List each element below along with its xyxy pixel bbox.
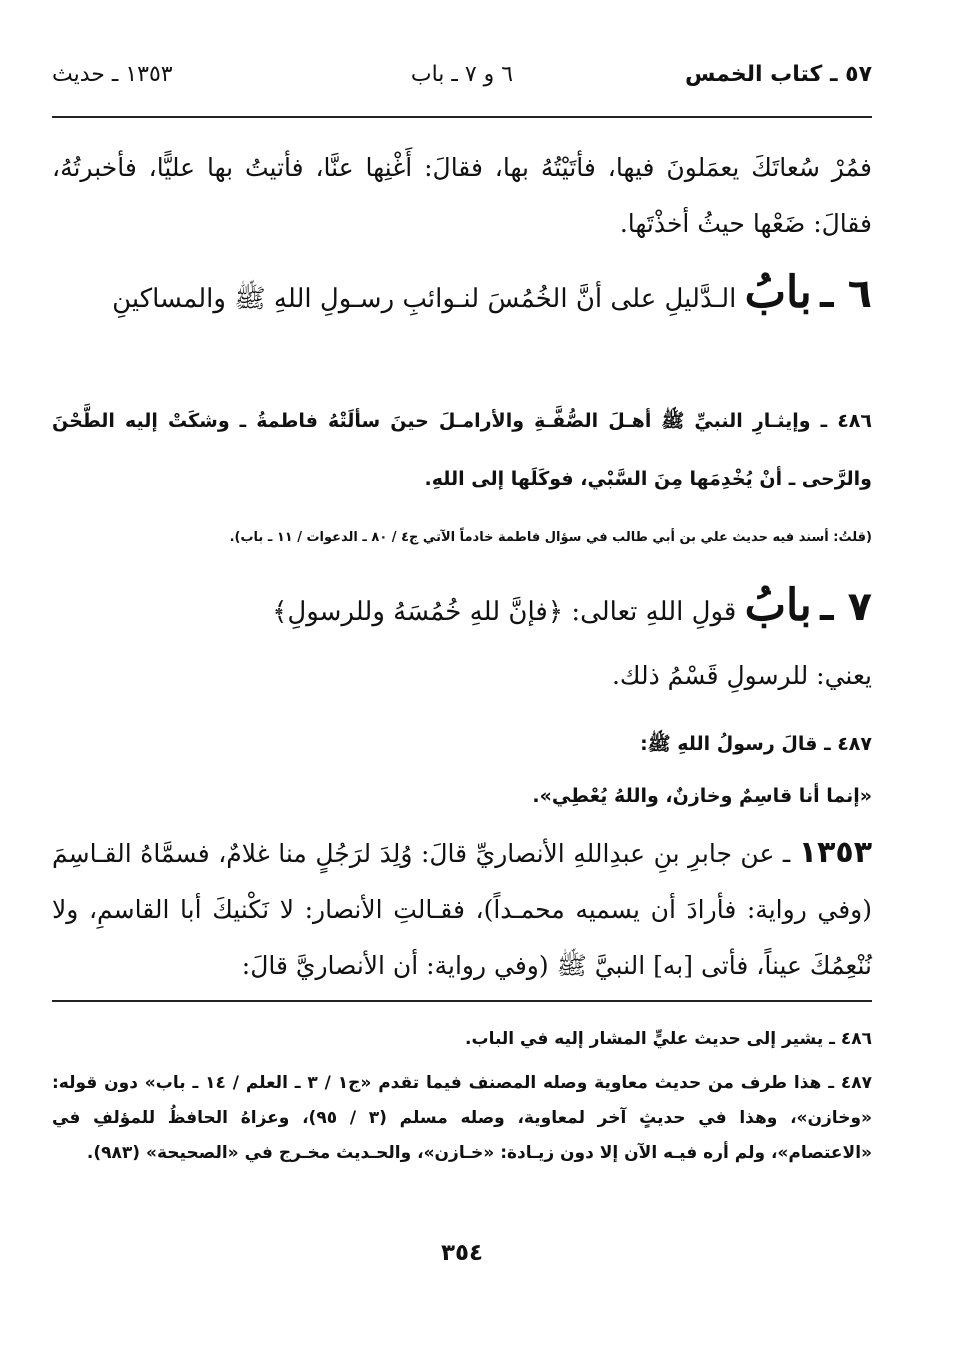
chapter-6-number: ٦ ـ (819, 271, 872, 317)
header-hadith-number: ١٣٥٣ ـ حديث (52, 62, 173, 87)
header-chapter: ٦ و ٧ ـ باب (410, 62, 514, 87)
book-page (52, 0, 872, 1355)
hadith-1353-number: ١٣٥٣ (798, 835, 873, 870)
chapter-heading-7 (52, 575, 872, 643)
page-number: ٣٥٤ (440, 1240, 484, 1266)
hadith-487-intro: ٤٨٧ ـ قالَ رسولُ اللهِ ﷺ: (640, 733, 872, 755)
hadith-486-text: ٤٨٦ ـ وإيثـارِ النبيِّ ﷺ أهـلَ الصُّفَّـةِ والأرامـلَ حينَ سألَتْهُ فاطمةُ ـ وشكَتْ إليه الطَّحْنَ والرَّحى ـ أنْ يُخْدِمَها مِنَ السَّبْي، فوكَلَها إلى اللهِ. (52, 410, 872, 490)
hadith-1353-text: ـ عن جابرِ بنِ عبدِاللهِ الأنصاريِّ قالَ: وُلِدَ لرَجُلٍ منا غلامٌ، فسمَّاهُ القـاسِمَ (وفي رواية: فأرادَ أن يسميه محمـداً)، فقـالتِ الأنصار: لا نَكْنيكَ أبا القاسمِ، ولا نُنْعِمُكَ عيناً، فأتى [به] النبيَّ ﷺ (وفي رواية: أن الأنصاريَّ قالَ: (52, 839, 872, 980)
header-book-title: ٥٧ ـ كتاب الخمس (684, 62, 872, 87)
chapter-heading-6 (52, 262, 872, 330)
hadith-continuation-text: فمُرْ سُعاتَكَ يعمَلونَ فيها، فأتَيْتُهُ بها، فقالَ: أَغْنِها عنَّا، فأتيتُ بها عليًّا، فأخبرتُهُ، فقالَ: ضَعْها حيثُ أخذْتَها. (52, 153, 872, 238)
footnote-divider (52, 1000, 872, 1002)
hadith-487-quote: «إنما أنا قاسِمٌ وخازنٌ، واللهُ يُعْطِي». (532, 785, 872, 807)
chapter-7-title: قولِ اللهِ تعالى: ﴿فإنَّ للهِ خُمُسَهُ وللرسولِ﴾ (272, 597, 737, 627)
chapter-7-word: بابُ (744, 580, 812, 631)
footnote-486: ٤٨٦ ـ يشير إلى حديث عليٍّ المشار إليه في الباب. (465, 1029, 872, 1049)
editor-note-486: (قلتُ: أسند فيه حديث علي بن أبي طالب في سؤال فاطمة خادماً الآتي ج٤ / ٨٠ ـ الدعوات / ١١ ـ باب). (229, 530, 872, 545)
hadith-1353 (52, 825, 872, 994)
footnote-487: ٤٨٧ ـ هذا طرف من حديث معاوية وصله المصنف فيما تقدم «ج١ / ٣ ـ العلم / ١٤ ـ باب» دون قوله: «وخازن»، وهذا في حديثٍ آخر لمعاوية، وصله مسلم (٣ / ٩٥)، وعزاهُ الحافظُ للمؤلفِ في «الاعتصام»، ولم أره فيـه الآن إلا دون زيـادة: «خـازن»، والحـديث مخـرج في «الصحيحة» (٩٨٣). (52, 1073, 872, 1163)
header-divider (52, 116, 872, 118)
running-header (52, 62, 872, 96)
chapter-7-number: ٧ ـ (819, 584, 872, 630)
chapter-6-title: الـدَّليلِ على أنَّ الخُمُسَ لنـوائبِ رسـولِ اللهِ ﷺ والمساكينِ (112, 284, 737, 314)
chapter-6-word: بابُ (744, 267, 812, 318)
chapter-7-explanation: يعني: للرسولِ قَسْمُ ذلك. (611, 661, 872, 690)
hadith-487 (52, 718, 872, 822)
